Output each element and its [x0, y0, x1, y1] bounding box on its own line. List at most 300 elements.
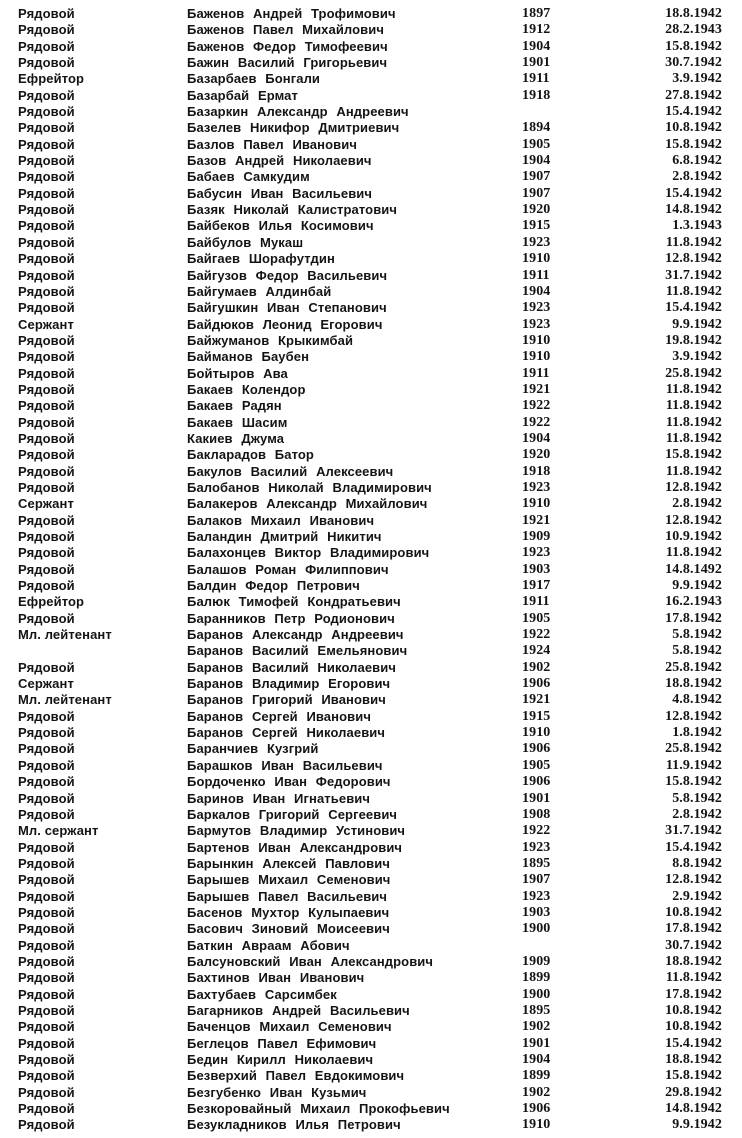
- roster-row: [0, 71, 742, 87]
- name-cell: Баранчиев Кузгрий: [187, 741, 319, 757]
- date-cell: 9.9.1942: [672, 578, 722, 594]
- roster-row: [0, 529, 742, 545]
- birth-year-cell: 1899: [522, 970, 551, 986]
- rank-cell: Рядовой: [18, 55, 75, 71]
- date-cell: 11.8.1942: [665, 414, 722, 430]
- date-cell: 25.8.1942: [665, 659, 722, 675]
- birth-year-cell: 1915: [522, 218, 551, 234]
- rank-cell: Рядовой: [18, 970, 75, 986]
- date-cell: 9.9.1942: [672, 316, 722, 332]
- roster-row: [0, 22, 742, 38]
- birth-year-cell: 1906: [522, 741, 551, 757]
- birth-year-cell: 1907: [522, 169, 551, 185]
- name-cell: Байгумаев Алдинбай: [187, 283, 332, 299]
- rank-cell: Рядовой: [18, 1035, 75, 1051]
- birth-year-cell: 1917: [522, 578, 551, 594]
- roster-row: [0, 791, 742, 807]
- rank-cell: Рядовой: [18, 234, 75, 250]
- roster-row: [0, 1003, 742, 1019]
- roster-row: [0, 382, 742, 398]
- name-cell: Баженов Федор Тимофеевич: [187, 38, 388, 54]
- birth-year-cell: 1907: [522, 185, 551, 201]
- date-cell: 11.8.1942: [665, 463, 722, 479]
- date-cell: 4.8.1942: [672, 692, 722, 708]
- roster-row: [0, 366, 742, 382]
- rank-cell: Рядовой: [18, 447, 75, 463]
- birth-year-cell: 1922: [522, 398, 551, 414]
- date-cell: 2.8.1942: [672, 806, 722, 822]
- rank-cell: Рядовой: [18, 169, 75, 185]
- rank-cell: Рядовой: [18, 986, 75, 1002]
- date-cell: 25.8.1942: [665, 365, 722, 381]
- date-cell: 11.9.1942: [665, 757, 722, 773]
- name-cell: Баткин Авраам Абович: [187, 937, 350, 953]
- roster-row: [0, 905, 742, 921]
- date-cell: 15.4.1942: [665, 185, 722, 201]
- roster-row: [0, 562, 742, 578]
- roster-row: [0, 55, 742, 71]
- date-cell: 25.8.1942: [665, 741, 722, 757]
- birth-year-cell: 1911: [522, 267, 550, 283]
- birth-year-cell: 1920: [522, 447, 551, 463]
- rank-cell: Рядовой: [18, 725, 75, 741]
- name-cell: Безгубенко Иван Кузьмич: [187, 1084, 367, 1100]
- birth-year-cell: 1918: [522, 87, 551, 103]
- rank-cell: Рядовой: [18, 479, 75, 495]
- date-cell: 15.4.1942: [665, 104, 722, 120]
- name-cell: Базов Андрей Николаевич: [187, 153, 372, 169]
- birth-year-cell: 1910: [522, 496, 551, 512]
- birth-year-cell: 1907: [522, 872, 551, 888]
- name-cell: Байгузов Федор Васильевич: [187, 267, 388, 283]
- roster-row: [0, 578, 742, 594]
- name-cell: Байбеков Илья Косимович: [187, 218, 374, 234]
- rank-cell: Рядовой: [18, 708, 75, 724]
- roster-row: [0, 251, 742, 267]
- date-cell: 15.8.1942: [665, 136, 722, 152]
- rank-cell: Рядовой: [18, 855, 75, 871]
- roster-row: [0, 692, 742, 708]
- date-cell: 18.8.1942: [665, 1052, 722, 1067]
- rank-cell: Рядовой: [18, 463, 75, 479]
- roster-row: [0, 807, 742, 823]
- date-cell: 10.8.1942: [665, 1019, 722, 1035]
- roster-row: [0, 758, 742, 774]
- date-cell: 10.8.1942: [665, 1002, 722, 1018]
- date-cell: 15.8.1942: [665, 38, 722, 54]
- birth-year-cell: 1922: [522, 627, 551, 643]
- name-cell: Какиев Джума: [187, 430, 285, 446]
- name-cell: Байгушкин Иван Степанович: [187, 300, 387, 316]
- birth-year-cell: 1911: [522, 365, 550, 381]
- name-cell: Безверхий Павел Евдокимович: [187, 1068, 405, 1084]
- birth-year-cell: 1922: [522, 823, 551, 839]
- roster-row: [0, 1068, 742, 1084]
- birth-year-cell: 1905: [522, 757, 551, 773]
- name-cell: Баженов Павел Михайлович: [187, 22, 384, 38]
- date-cell: 2.8.1942: [672, 169, 722, 185]
- birth-year-cell: 1905: [522, 610, 551, 626]
- rank-cell: Рядовой: [18, 1052, 75, 1067]
- date-cell: 15.4.1942: [665, 839, 722, 855]
- roster-row: [0, 284, 742, 300]
- date-cell: 15.4.1942: [665, 300, 722, 316]
- date-cell: 28.2.1943: [665, 22, 722, 38]
- rank-cell: Рядовой: [18, 774, 75, 790]
- roster-row: [0, 1036, 742, 1052]
- birth-year-cell: 1904: [522, 153, 551, 169]
- name-cell: Баландин Дмитрий Никитич: [187, 529, 382, 544]
- rank-cell: Рядовой: [18, 757, 75, 773]
- birth-year-cell: 1923: [522, 300, 551, 316]
- rank-cell: Рядовой: [18, 1019, 75, 1035]
- roster-row: [0, 104, 742, 120]
- name-cell: Баженов Андрей Трофимович: [187, 6, 396, 21]
- roster-row: [0, 774, 742, 790]
- rank-cell: Рядовой: [18, 1117, 75, 1133]
- birth-year-cell: 1902: [522, 1084, 551, 1100]
- birth-year-cell: 1910: [522, 1117, 551, 1133]
- rank-cell: Сержант: [18, 676, 74, 692]
- rank-cell: Рядовой: [18, 953, 75, 969]
- date-cell: 10.8.1942: [665, 904, 722, 920]
- roster-row: [0, 970, 742, 986]
- name-cell: Байбулов Мукаш: [187, 234, 304, 250]
- name-cell: Базлов Павел Иванович: [187, 136, 357, 152]
- date-cell: 12.8.1942: [665, 479, 722, 495]
- birth-year-cell: 1902: [522, 659, 551, 675]
- rank-cell: Рядовой: [18, 185, 75, 201]
- roster-row: [0, 987, 742, 1003]
- birth-year-cell: 1906: [522, 1101, 551, 1117]
- name-cell: Бахтубаев Сарсимбек: [187, 986, 337, 1002]
- name-cell: Баранов Владимир Егорович: [187, 676, 391, 692]
- roster-row: [0, 1101, 742, 1117]
- roster-row: [0, 202, 742, 218]
- rank-cell: Сержант: [18, 496, 74, 512]
- birth-year-cell: 1923: [522, 839, 551, 855]
- name-cell: Байдюков Леонид Егорович: [187, 316, 383, 332]
- date-cell: 18.8.1942: [665, 676, 722, 692]
- birth-year-cell: 1915: [522, 708, 551, 724]
- rank-cell: Рядовой: [18, 136, 75, 152]
- name-cell: Базарбаев Бонгали: [187, 71, 321, 87]
- rank-cell: Рядовой: [18, 806, 75, 822]
- rank-cell: Рядовой: [18, 888, 75, 904]
- birth-year-cell: 1911: [522, 594, 550, 610]
- name-cell: Беглецов Павел Ефимович: [187, 1035, 377, 1051]
- date-cell: 2.9.1942: [672, 888, 722, 904]
- roster-row: [0, 300, 742, 316]
- date-cell: 12.8.1942: [665, 872, 722, 888]
- birth-year-cell: 1902: [522, 1019, 551, 1035]
- name-cell: Байгаев Шорафутдин: [187, 251, 335, 267]
- name-cell: Базяк Николай Калистратович: [187, 202, 398, 218]
- rank-cell: Рядовой: [18, 610, 75, 626]
- roster-row: [0, 627, 742, 643]
- rank-cell: Рядовой: [18, 153, 75, 169]
- name-cell: Бартенов Иван Александрович: [187, 839, 403, 855]
- date-cell: 15.4.1942: [665, 1035, 722, 1051]
- rank-cell: Рядовой: [18, 267, 75, 283]
- name-cell: Бойтыров Ава: [187, 365, 288, 381]
- birth-year-cell: 1901: [522, 790, 551, 806]
- birth-year-cell: 1923: [522, 888, 551, 904]
- birth-year-cell: 1921: [522, 692, 551, 708]
- rank-cell: Рядовой: [18, 120, 75, 136]
- birth-year-cell: 1903: [522, 904, 551, 920]
- roster-row: [0, 137, 742, 153]
- name-cell: Багарников Андрей Васильевич: [187, 1002, 410, 1018]
- roster-row: [0, 153, 742, 169]
- date-cell: 5.8.1942: [672, 790, 722, 806]
- name-cell: Балсуновский Иван Александрович: [187, 953, 434, 969]
- date-cell: 12.8.1942: [665, 708, 722, 724]
- name-cell: Безкоровайный Михаил Прокофьевич: [187, 1101, 450, 1117]
- roster-row: [0, 447, 742, 463]
- name-cell: Безукладников Илья Петрович: [187, 1117, 401, 1133]
- birth-year-cell: 1900: [522, 921, 551, 937]
- birth-year-cell: 1895: [522, 855, 551, 871]
- roster-row: [0, 268, 742, 284]
- roster-row: [0, 1019, 742, 1035]
- roster-row: [0, 480, 742, 496]
- roster-row: [0, 954, 742, 970]
- roster-row: [0, 545, 742, 561]
- roster-row: [0, 6, 742, 22]
- rank-cell: Мл. сержант: [18, 823, 99, 839]
- date-cell: 17.8.1942: [665, 986, 722, 1002]
- rank-cell: Рядовой: [18, 1002, 75, 1018]
- birth-year-cell: 1922: [522, 414, 551, 430]
- date-cell: 14.8.1492: [665, 561, 722, 577]
- date-cell: 30.7.1942: [665, 937, 722, 953]
- name-cell: Басович Зиновий Моисеевич: [187, 921, 390, 937]
- name-cell: Баранов Василий Емельянович: [187, 643, 408, 659]
- roster-row: [0, 872, 742, 888]
- roster-row: [0, 431, 742, 447]
- date-cell: 15.8.1942: [665, 1068, 722, 1084]
- roster-row: [0, 1052, 742, 1068]
- rank-cell: Рядовой: [18, 839, 75, 855]
- date-cell: 11.8.1942: [665, 283, 722, 299]
- birth-year-cell: 1897: [522, 6, 551, 21]
- date-cell: 10.9.1942: [665, 529, 722, 544]
- date-cell: 17.8.1942: [665, 610, 722, 626]
- birth-year-cell: 1904: [522, 283, 551, 299]
- name-cell: Басенов Мухтор Кулыпаевич: [187, 904, 390, 920]
- name-cell: Базарбай Ермат: [187, 87, 298, 103]
- date-cell: 17.8.1942: [665, 921, 722, 937]
- rank-cell: Рядовой: [18, 381, 75, 397]
- date-cell: 1.3.1943: [672, 218, 722, 234]
- birth-year-cell: 1918: [522, 463, 551, 479]
- name-cell: Балдин Федор Петрович: [187, 578, 360, 594]
- date-cell: 16.2.1943: [665, 594, 722, 610]
- birth-year-cell: 1920: [522, 202, 551, 218]
- date-cell: 9.9.1942: [672, 1117, 722, 1133]
- birth-year-cell: 1906: [522, 774, 551, 790]
- rank-cell: Мл. лейтенант: [18, 627, 112, 643]
- date-cell: 15.8.1942: [665, 447, 722, 463]
- rank-cell: Рядовой: [18, 1084, 75, 1100]
- name-cell: Бабаев Самкудим: [187, 169, 310, 185]
- date-cell: 27.8.1942: [665, 87, 722, 103]
- date-cell: 11.8.1942: [665, 234, 722, 250]
- roster-row: [0, 496, 742, 512]
- rank-cell: Рядовой: [18, 104, 75, 120]
- rank-cell: Рядовой: [18, 414, 75, 430]
- date-cell: 11.8.1942: [665, 381, 722, 397]
- name-cell: Барашков Иван Васильевич: [187, 757, 383, 773]
- rank-cell: Рядовой: [18, 22, 75, 38]
- rank-cell: Рядовой: [18, 741, 75, 757]
- date-cell: 12.8.1942: [665, 251, 722, 267]
- rank-cell: Рядовой: [18, 398, 75, 414]
- roster-row: [0, 725, 742, 741]
- name-cell: Баранов Сергей Иванович: [187, 708, 371, 724]
- name-cell: Бармутов Владимир Устинович: [187, 823, 406, 839]
- date-cell: 15.8.1942: [665, 774, 722, 790]
- birth-year-cell: 1921: [522, 512, 551, 528]
- rank-cell: Рядовой: [18, 790, 75, 806]
- rank-cell: Рядовой: [18, 430, 75, 446]
- birth-year-cell: 1909: [522, 529, 551, 544]
- name-cell: Байжуманов Крыкимбай: [187, 332, 354, 348]
- roster-row: [0, 1117, 742, 1133]
- rank-cell: Рядовой: [18, 512, 75, 528]
- birth-year-cell: 1923: [522, 234, 551, 250]
- birth-year-cell: 1904: [522, 430, 551, 446]
- birth-year-cell: 1904: [522, 1052, 551, 1067]
- roster-row: [0, 709, 742, 725]
- roster-row: [0, 594, 742, 610]
- name-cell: Бордоченко Иван Федорович: [187, 774, 391, 790]
- birth-year-cell: 1894: [522, 120, 551, 136]
- rank-cell: Рядовой: [18, 365, 75, 381]
- name-cell: Балобанов Николай Владимирович: [187, 479, 432, 495]
- roster-row: [0, 398, 742, 414]
- name-cell: Балюк Тимофей Кондратьевич: [187, 594, 401, 610]
- rank-cell: Ефрейтор: [18, 594, 85, 610]
- roster-row: [0, 856, 742, 872]
- roster-row: [0, 218, 742, 234]
- rank-cell: Рядовой: [18, 1068, 75, 1084]
- birth-year-cell: 1901: [522, 55, 551, 71]
- rank-cell: Рядовой: [18, 578, 75, 594]
- name-cell: Балакеров Александр Михайлович: [187, 496, 428, 512]
- name-cell: Бакларадов Батор: [187, 447, 314, 463]
- birth-year-cell: 1906: [522, 676, 551, 692]
- date-cell: 18.8.1942: [665, 6, 722, 21]
- birth-year-cell: 1908: [522, 806, 551, 822]
- roster-row: [0, 235, 742, 251]
- name-cell: Баркалов Григорий Сергеевич: [187, 806, 398, 822]
- roster-row: [0, 169, 742, 185]
- name-cell: Баранников Петр Родионович: [187, 610, 395, 626]
- rank-cell: Рядовой: [18, 1101, 75, 1117]
- birth-year-cell: 1900: [522, 986, 551, 1002]
- date-cell: 18.8.1942: [665, 953, 722, 969]
- birth-year-cell: 1905: [522, 136, 551, 152]
- name-cell: Балаков Михаил Иванович: [187, 512, 375, 528]
- name-cell: Бажин Василий Григорьевич: [187, 55, 388, 71]
- date-cell: 11.8.1942: [665, 545, 722, 561]
- name-cell: Баранов Василий Николаевич: [187, 659, 397, 675]
- roster-row: [0, 889, 742, 905]
- roster-row: [0, 333, 742, 349]
- name-cell: Барышев Михаил Семенович: [187, 872, 391, 888]
- date-cell: 8.8.1942: [672, 855, 722, 871]
- rank-cell: Рядовой: [18, 6, 75, 21]
- date-cell: 19.8.1942: [665, 332, 722, 348]
- rank-cell: Рядовой: [18, 300, 75, 316]
- rank-cell: Рядовой: [18, 659, 75, 675]
- date-cell: 12.8.1942: [665, 512, 722, 528]
- birth-year-cell: 1895: [522, 1002, 551, 1018]
- roster-row: [0, 415, 742, 431]
- date-cell: 3.9.1942: [672, 71, 722, 87]
- date-cell: 14.8.1942: [665, 202, 722, 218]
- rank-cell: Рядовой: [18, 529, 75, 544]
- birth-year-cell: 1910: [522, 251, 551, 267]
- name-cell: Баченцов Михаил Семенович: [187, 1019, 392, 1035]
- birth-year-cell: 1923: [522, 545, 551, 561]
- date-cell: 5.8.1942: [672, 643, 722, 659]
- roster-list: [0, 6, 742, 1134]
- date-cell: 11.8.1942: [665, 430, 722, 446]
- name-cell: Барышев Павел Васильевич: [187, 888, 388, 904]
- name-cell: Баранов Александр Андреевич: [187, 627, 404, 643]
- date-cell: 29.8.1942: [665, 1084, 722, 1100]
- date-cell: 5.8.1942: [672, 627, 722, 643]
- name-cell: Бакаев Шасим: [187, 414, 288, 430]
- name-cell: Баринов Иван Игнатьевич: [187, 790, 371, 806]
- roster-row: [0, 88, 742, 104]
- rank-cell: Мл. лейтенант: [18, 692, 112, 708]
- birth-year-cell: 1923: [522, 316, 551, 332]
- roster-row: [0, 611, 742, 627]
- rank-cell: Рядовой: [18, 872, 75, 888]
- date-cell: 1.8.1942: [672, 725, 722, 741]
- birth-year-cell: 1901: [522, 1035, 551, 1051]
- birth-year-cell: 1904: [522, 38, 551, 54]
- roster-row: [0, 39, 742, 55]
- rank-cell: Рядовой: [18, 38, 75, 54]
- roster-row: [0, 349, 742, 365]
- roster-row: [0, 186, 742, 202]
- birth-year-cell: 1909: [522, 953, 551, 969]
- birth-year-cell: 1910: [522, 332, 551, 348]
- rank-cell: Рядовой: [18, 218, 75, 234]
- rank-cell: Рядовой: [18, 202, 75, 218]
- date-cell: 6.8.1942: [672, 153, 722, 169]
- name-cell: Балашов Роман Филиппович: [187, 561, 389, 577]
- birth-year-cell: 1903: [522, 561, 551, 577]
- date-cell: 30.7.1942: [665, 55, 722, 71]
- name-cell: Бакулов Василий Алексеевич: [187, 463, 394, 479]
- date-cell: 31.7.1942: [665, 823, 722, 839]
- name-cell: Барынкин Алексей Павлович: [187, 855, 390, 871]
- roster-row: [0, 938, 742, 954]
- name-cell: Бабусин Иван Васильевич: [187, 185, 373, 201]
- name-cell: Базаркин Александр Андреевич: [187, 104, 409, 120]
- roster-row: [0, 464, 742, 480]
- rank-cell: Рядовой: [18, 904, 75, 920]
- roster-row: [0, 660, 742, 676]
- roster-row: [0, 643, 742, 659]
- roster-row: [0, 676, 742, 692]
